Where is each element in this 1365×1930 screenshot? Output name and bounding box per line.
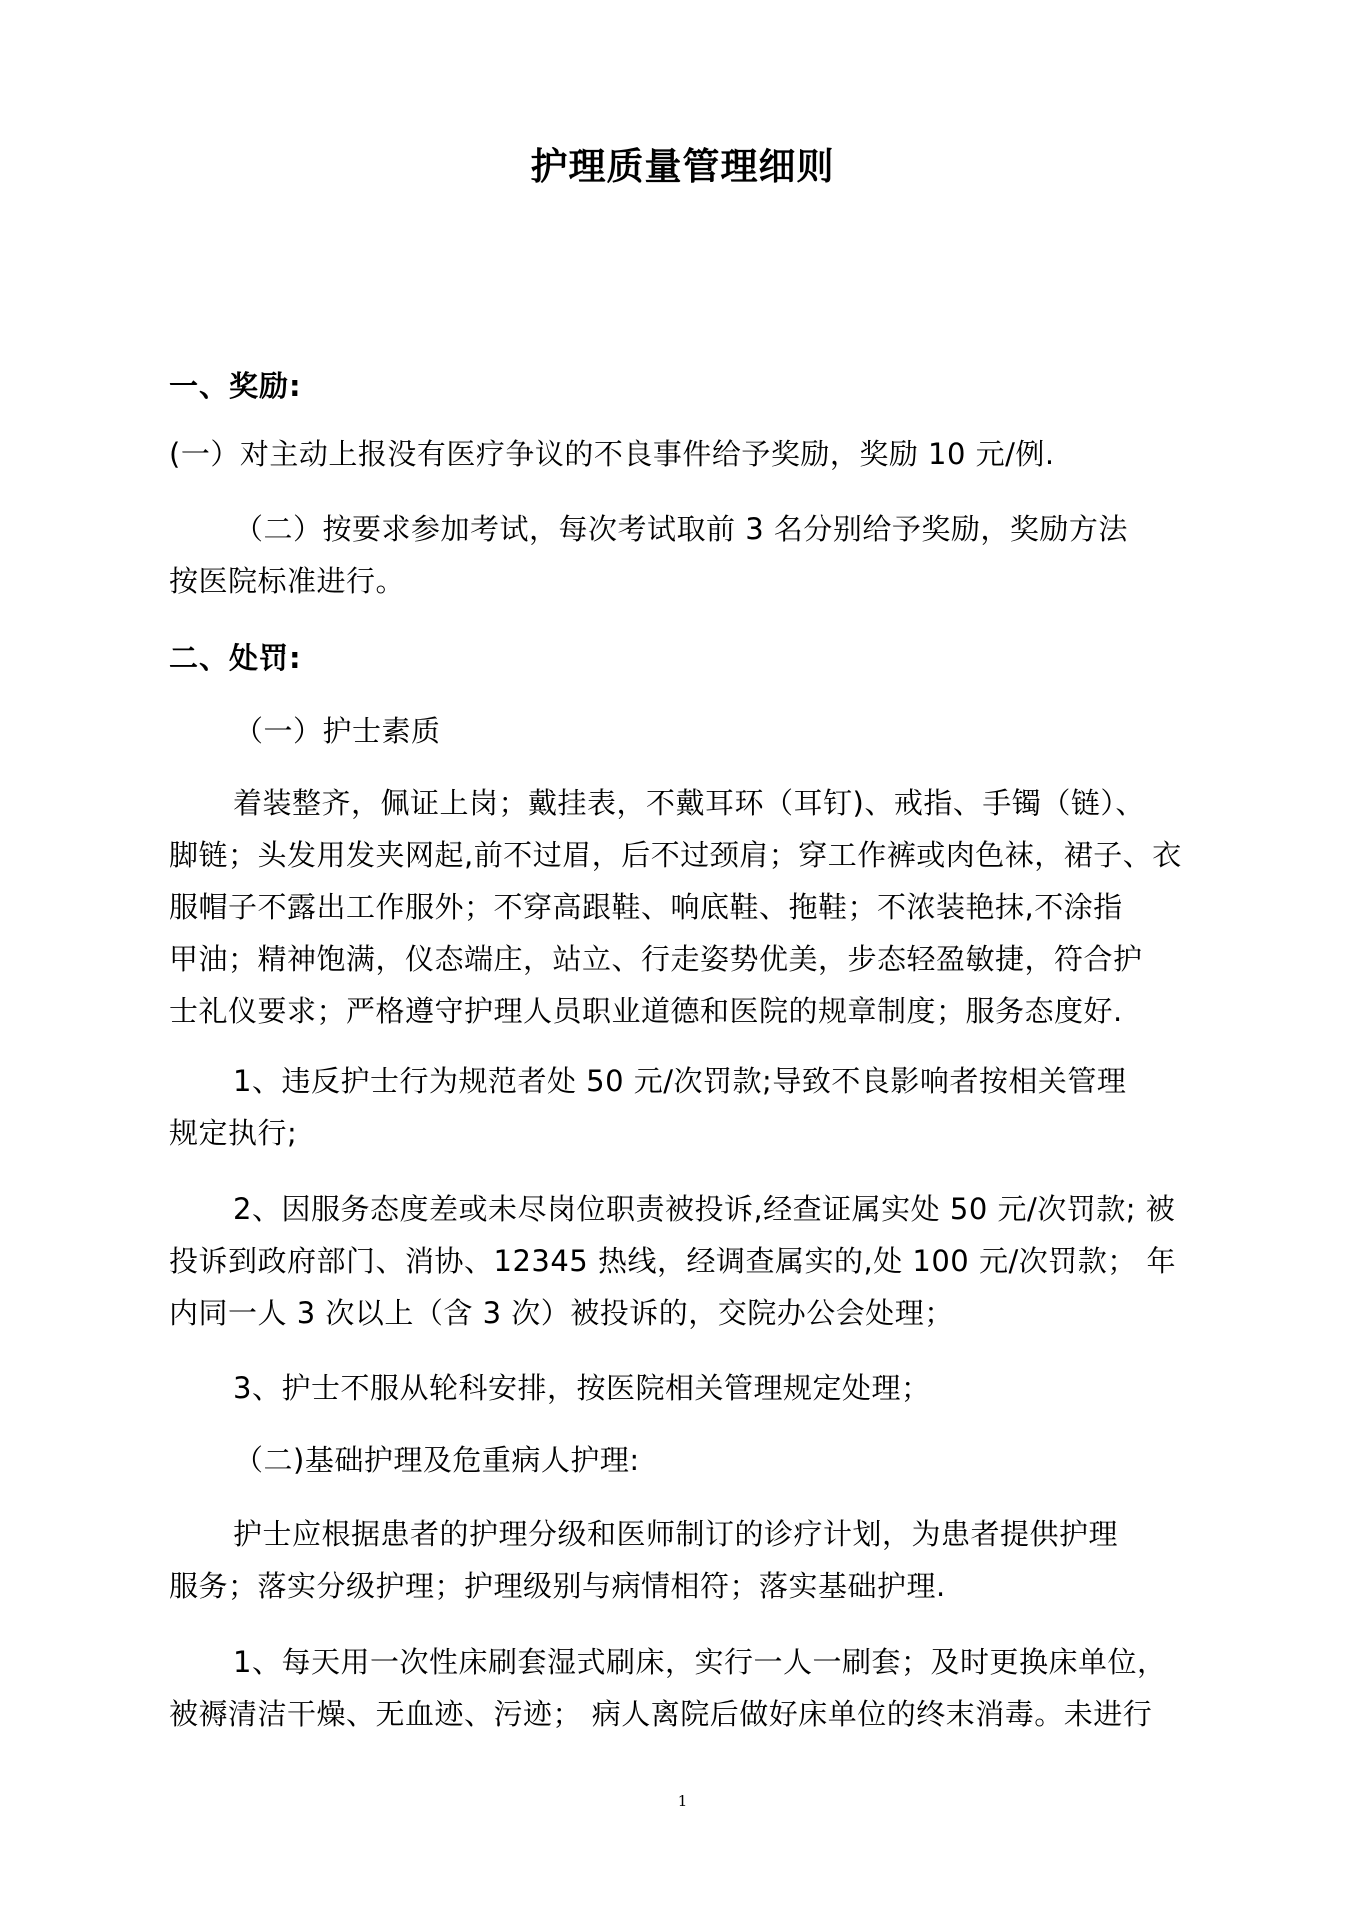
paragraph-penalty-item-3 [169, 1362, 1219, 1414]
paragraph-line: 服帽子不露出工作服外；不穿高跟鞋、响底鞋、拖鞋；不浓装艳抹,不涂指 [169, 890, 1123, 924]
paragraph-line: 按医院标准进行。 [169, 564, 406, 598]
paragraph-line: 1、违反护士行为规范者处 50 元/次罚款;导致不良影响者按相关管理 [233, 1064, 1127, 1098]
paragraph-basic-care-item-1 [169, 1636, 1219, 1740]
paragraph-line: 2、因服务态度差或未尽岗位职责被投诉,经查证属实处 50 元/次罚款; 被 [233, 1192, 1176, 1226]
paragraph-reward-1 [169, 428, 1219, 480]
paragraph-penalty-item-1 [169, 1055, 1219, 1159]
paragraph-line: 着装整齐，佩证上岗；戴挂表，不戴耳环（耳钉)、戒指、手镯（链）、 [233, 786, 1145, 820]
paragraph-line: 甲油；精神饱满，仪态端庄，站立、行走姿势优美，步态轻盈敏捷，符合护 [169, 942, 1143, 976]
paragraph-line: 1、每天用一次性床刷套湿式刷床，实行一人一刷套；及时更换床单位， [233, 1645, 1167, 1679]
paragraph-line: 投诉到政府部门、消协、12345 热线，经调查属实的,处 100 元/次罚款； 年 [169, 1244, 1176, 1278]
paragraph-line: 护士应根据患者的护理分级和医师制订的诊疗计划，为患者提供护理 [233, 1517, 1119, 1551]
paragraph-nurse-quality [169, 777, 1219, 1037]
paragraph-line: （二)基础护理及危重病人护理: [234, 1443, 640, 1477]
page-number: 1 [677, 1792, 688, 1810]
paragraph-penalty-item-2 [169, 1183, 1219, 1339]
paragraph-basic-care [169, 1508, 1219, 1612]
paragraph-line: （一）护士素质 [234, 714, 441, 748]
section-heading-rewards: 一、奖励: [169, 369, 302, 403]
paragraph-line: 规定执行; [169, 1116, 298, 1150]
section-heading-penalties: 二、处罚: [169, 641, 302, 675]
document-title: 护理质量管理细则 [530, 145, 835, 188]
subsection-heading-nurse-quality [169, 705, 1219, 757]
paragraph-line: 脚链；头发用发夹网起,前不过眉，后不过颈肩；穿工作裤或肉色袜，裙子、衣 [169, 838, 1182, 872]
paragraph-line: 士礼仪要求；严格遵守护理人员职业道德和医院的规章制度；服务态度好. [169, 994, 1123, 1028]
paragraph-reward-2 [169, 503, 1219, 607]
paragraph-line: (一）对主动上报没有医疗争议的不良事件给予奖励，奖励 10 元/例. [169, 437, 1055, 471]
paragraph-line: 3、护士不服从轮科安排，按医院相关管理规定处理； [233, 1371, 931, 1405]
paragraph-line: 被褥清洁干燥、无血迹、污迹； 病人离院后做好床单位的终末消毒。未进行 [169, 1697, 1153, 1731]
paragraph-line: 服务；落实分级护理；护理级别与病情相符；落实基础护理. [169, 1569, 946, 1603]
paragraph-line: 内同一人 3 次以上（含 3 次）被投诉的，交院办公会处理； [169, 1296, 954, 1330]
subsection-heading-basic-care [169, 1434, 1219, 1486]
paragraph-line: （二）按要求参加考试，每次考试取前 3 名分别给予奖励，奖励方法 [234, 512, 1128, 546]
